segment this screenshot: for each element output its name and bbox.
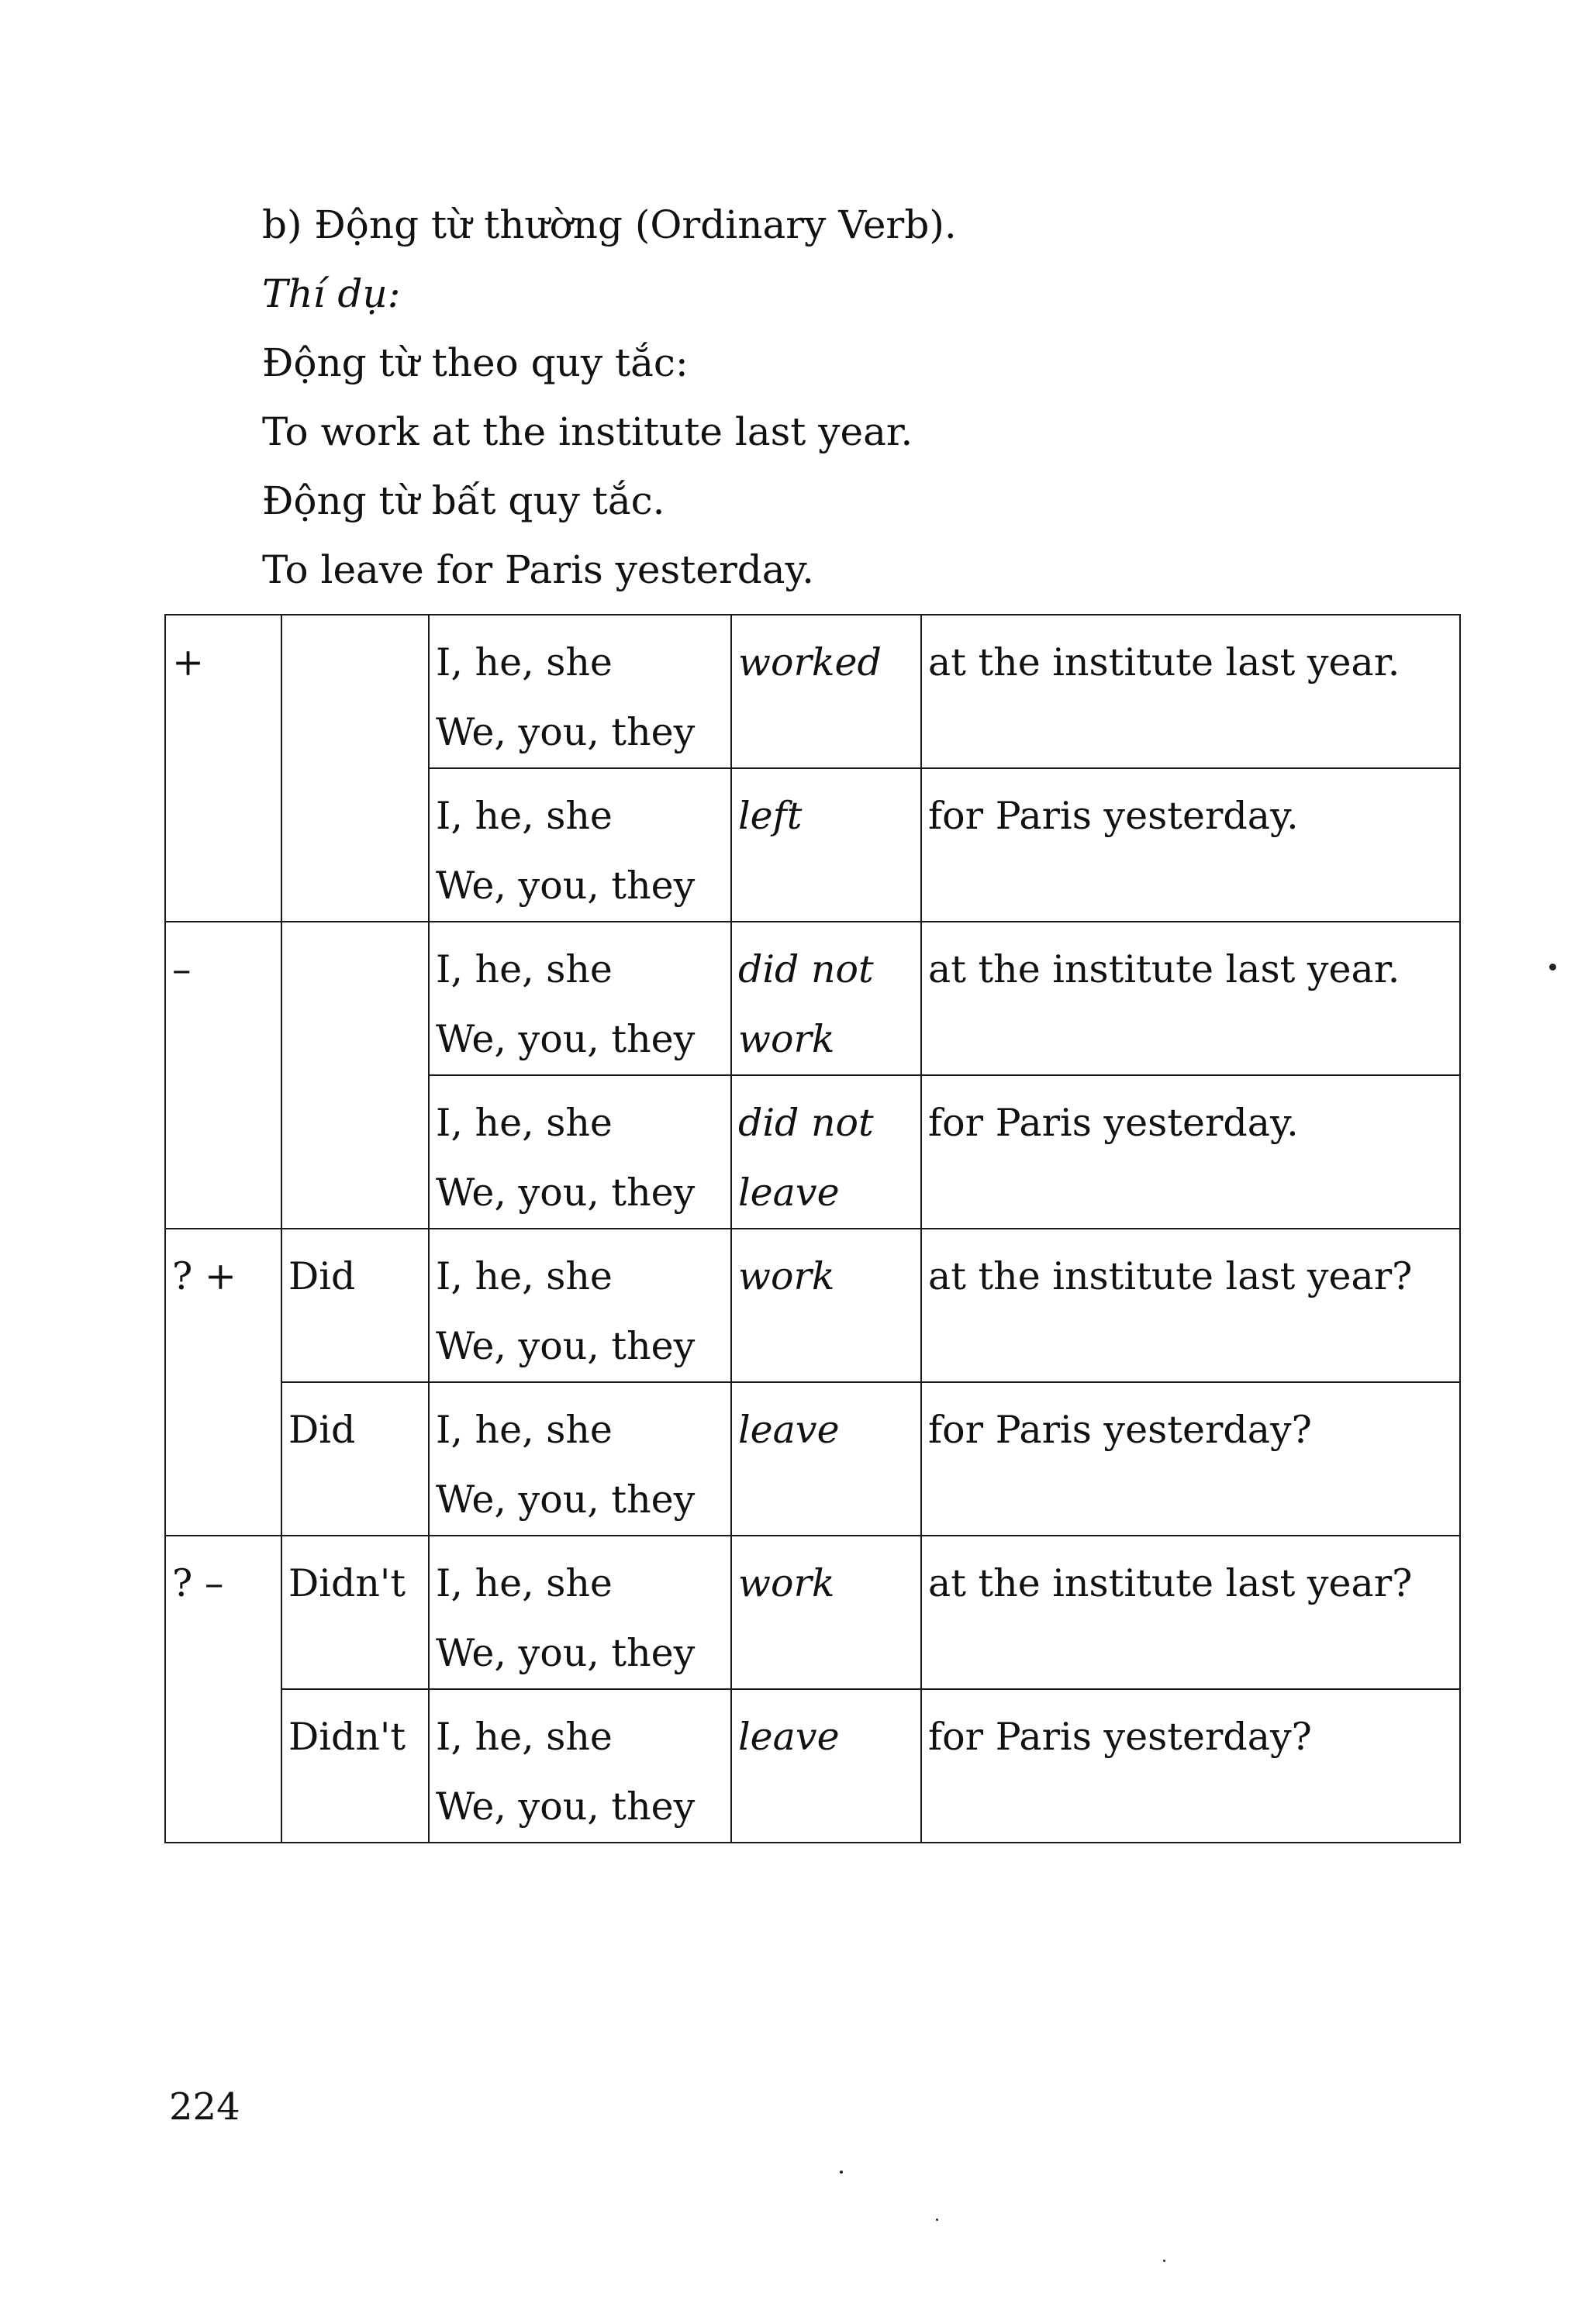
intro-text xyxy=(262,191,957,605)
complement-cell: for Paris yesterday. xyxy=(921,1075,1460,1229)
complement-cell: for Paris yesterday. xyxy=(921,768,1460,922)
table-row xyxy=(165,1229,1460,1382)
verb-text: leave xyxy=(738,1408,840,1452)
pronoun-cell xyxy=(429,922,731,1075)
pronoun-plural: We, you, they xyxy=(436,1017,696,1061)
verb-text: work xyxy=(738,1561,835,1605)
scan-speck xyxy=(840,2171,843,2174)
complement-cell: at the institute last year. xyxy=(921,922,1460,1075)
pronoun-singular: I, he, she xyxy=(436,1408,613,1452)
verb-text-continued: work xyxy=(738,1017,835,1061)
aux-cell xyxy=(281,922,429,1229)
table-row xyxy=(165,615,1460,768)
scan-speck xyxy=(936,2219,938,2221)
pronoun-singular: I, he, she xyxy=(436,794,613,838)
aux-cell: Did xyxy=(281,1229,429,1382)
aux-cell: Didn't xyxy=(281,1689,429,1843)
complement-cell: at the institute last year? xyxy=(921,1229,1460,1382)
verb-cell xyxy=(731,615,921,768)
pronoun-cell xyxy=(429,1689,731,1843)
complement-cell: at the institute last year? xyxy=(921,1536,1460,1689)
sign-cell-question: ? + xyxy=(165,1229,281,1536)
sign-cell-negative: – xyxy=(165,922,281,1229)
verb-cell xyxy=(731,1536,921,1689)
pronoun-singular: I, he, she xyxy=(436,1561,613,1605)
pronoun-plural: We, you, they xyxy=(436,1631,696,1675)
sign-cell-negative-question: ? – xyxy=(165,1536,281,1843)
pronoun-cell xyxy=(429,1382,731,1536)
pronoun-cell xyxy=(429,768,731,922)
verb-text-continued: leave xyxy=(738,1171,840,1215)
aux-cell: Did xyxy=(281,1382,429,1536)
pronoun-cell xyxy=(429,1229,731,1382)
scan-speck xyxy=(1163,2260,1165,2262)
section-heading: b) Động từ thường (Ordinary Verb). xyxy=(262,202,957,247)
aux-cell: Didn't xyxy=(281,1536,429,1689)
verb-cell xyxy=(731,1689,921,1843)
verb-text: worked xyxy=(738,640,882,684)
table-row xyxy=(165,1382,1460,1536)
pronoun-singular: I, he, she xyxy=(436,640,613,684)
regular-verb-label: Động từ theo quy tắc: xyxy=(262,340,689,385)
verb-cell xyxy=(731,1229,921,1382)
verb-text: work xyxy=(738,1254,835,1298)
verb-cell xyxy=(731,1075,921,1229)
pronoun-plural: We, you, they xyxy=(436,1477,696,1522)
complement-cell: at the institute last year. xyxy=(921,615,1460,768)
table-row xyxy=(165,922,1460,1075)
page-number: 224 xyxy=(169,2085,240,2129)
irregular-verb-label: Động từ bất quy tắc. xyxy=(262,478,665,523)
pronoun-singular: I, he, she xyxy=(436,1101,613,1145)
pronoun-singular: I, he, she xyxy=(436,947,613,991)
pronoun-plural: We, you, they xyxy=(436,1784,696,1829)
sign-cell-affirmative: + xyxy=(165,615,281,922)
verb-text: did not xyxy=(738,1101,874,1145)
verb-cell xyxy=(731,1382,921,1536)
example-label: Thí dụ: xyxy=(262,271,401,316)
past-simple-table xyxy=(164,614,1461,1843)
pronoun-cell xyxy=(429,615,731,768)
complement-cell: for Paris yesterday? xyxy=(921,1689,1460,1843)
regular-verb-example: To work at the institute last year. xyxy=(262,409,913,454)
verb-cell xyxy=(731,922,921,1075)
verb-text: did not xyxy=(738,947,874,991)
aux-cell xyxy=(281,615,429,922)
pronoun-plural: We, you, they xyxy=(436,710,696,754)
pronoun-cell xyxy=(429,1536,731,1689)
pronoun-cell xyxy=(429,1075,731,1229)
verb-text: left xyxy=(738,794,803,838)
complement-cell: for Paris yesterday? xyxy=(921,1382,1460,1536)
table-row xyxy=(165,1536,1460,1689)
pronoun-plural: We, you, they xyxy=(436,1324,696,1368)
pronoun-singular: I, he, she xyxy=(436,1715,613,1759)
pronoun-plural: We, you, they xyxy=(436,1171,696,1215)
pronoun-plural: We, you, they xyxy=(436,864,696,908)
verb-cell xyxy=(731,768,921,922)
table-row xyxy=(165,1689,1460,1843)
pronoun-singular: I, he, she xyxy=(436,1254,613,1298)
verb-text: leave xyxy=(738,1715,840,1759)
irregular-verb-example: To leave for Paris yesterday. xyxy=(262,547,815,592)
scan-speck xyxy=(1549,964,1556,971)
